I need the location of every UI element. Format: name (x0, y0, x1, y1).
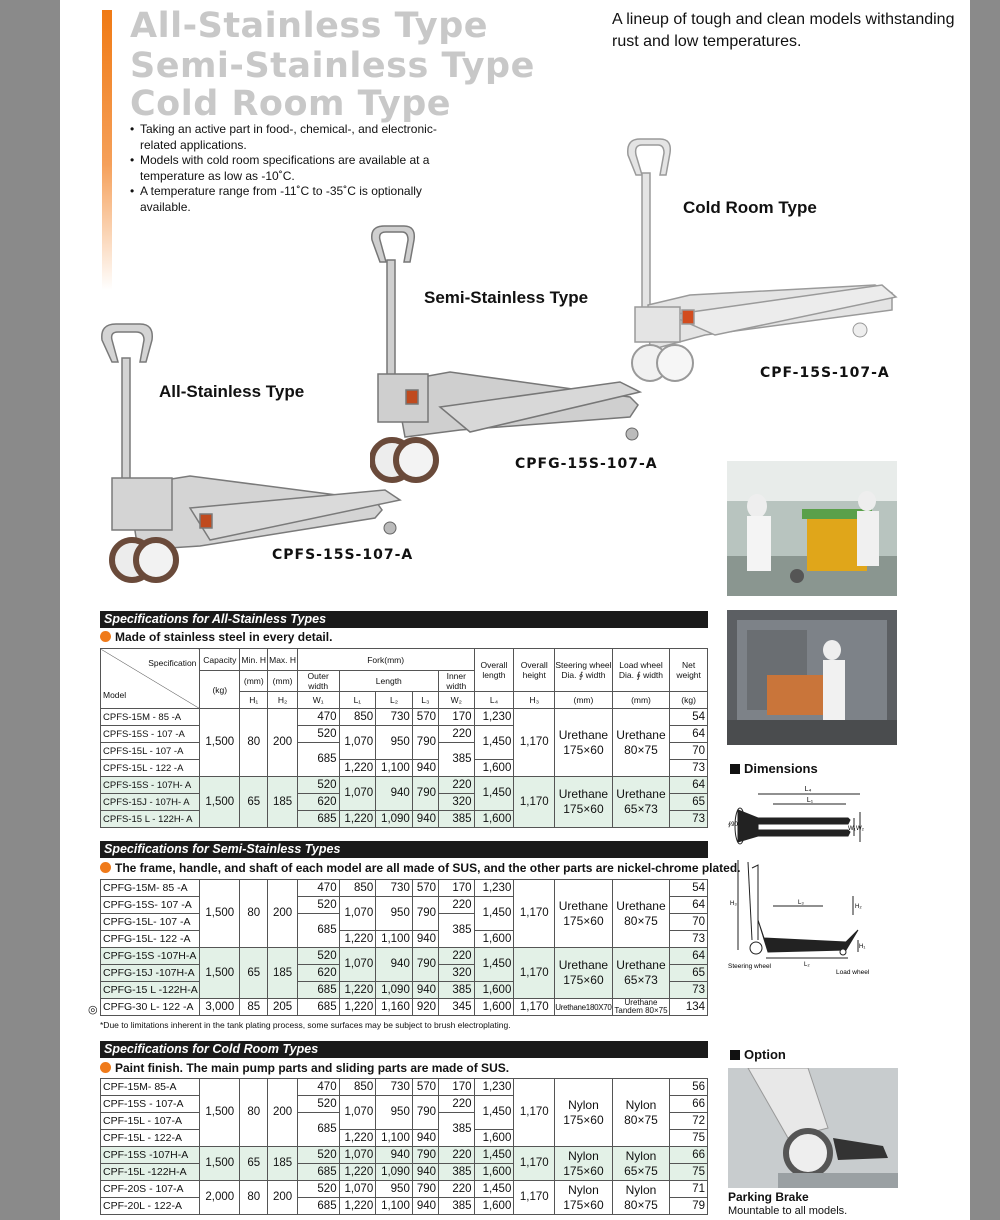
dim-load-label: Load wheel (836, 969, 870, 976)
semi-stainless-spec-table (100, 879, 708, 1016)
all-stainless-label: All-Stainless Type (159, 382, 305, 401)
square-bullet-icon (730, 1050, 740, 1060)
all-stainless-spec-subtitle: Made of stainless steel in every detail. (100, 630, 332, 644)
semi-stainless-label: Semi-Stainless Type (424, 288, 589, 307)
bullet-item: • A temperature range from -11˚C to -35˚C is optionally available. (130, 184, 460, 215)
table-row: CPF-20L - 122-A 685 1,220 1,100 940 385 1,600 79 (101, 1198, 708, 1215)
cold-room-label: Cold Room Type (683, 198, 817, 217)
load-wheel-header: Load wheel Dia. ∮ width (612, 649, 670, 692)
dim-l2-label: L₂ (804, 962, 810, 968)
cold-room-spec-subtitle: Paint finish. The main pump parts and sliding parts are made of SUS. (100, 1061, 509, 1075)
all-stainless-spec-heading: Specifications for All-Stainless Types (100, 611, 708, 628)
dim-l4-label: L₄ (804, 786, 812, 793)
dim-h3-label: H₃ (730, 901, 737, 907)
dim-l1-label: L₁ (806, 797, 814, 804)
table-row: CPFG-15S -107H-A 1,500 65 185 520 1,070 940 790 220 1,450 1,170 Urethane 175×60 Urethane 65×73 64 (101, 948, 708, 965)
bullet-item: • Taking an active part in food-, chemical-, and electronic-related applications. (130, 122, 460, 153)
table-row: CPFS-15S - 107H- A 1,500 65 185 520 1,070 940 790 220 1,450 1,170 Urethane 175×60 Urethane 65×73 64 (101, 777, 708, 794)
table-row: CPFS-15L - 122 -A 1,220 1,100 940 1,600 73 (101, 760, 708, 777)
option-heading: Option (730, 1047, 786, 1062)
semi-stainless-truck-image (370, 222, 650, 487)
semi-stainless-model: CPFG-15S-107-A (515, 456, 658, 472)
table-row: CPF-15S -107H-A 1,500 65 185 520 1,070 940 790 220 1,450 1,170 Nylon 175×60 Nylon 65×75 66 (101, 1147, 708, 1164)
orange-dot-icon (100, 862, 111, 873)
cold-room-spec-heading: Specifications for Cold Room Types (100, 1041, 708, 1058)
overall-height-header: Overall height (514, 649, 555, 692)
all-stainless-spec-table: Specification Model Capacity Min. H Max. H Fork(mm) Overall length Overall height Steering wheel Dia. ∮ width Load wheel Dia. ∮ width Net weight (kg) (mm) (mm) Outer width Length Inner width H₁ H₂ W₁ L₁ L₂ L₃ W₂ L₄ H₃ (mm) (mm) (kg) CPFS-15M - 85 -A 1,500 80 200 470 850 730 570 170 1,230 1,170 Urethane 175×60 Urethane 80×75 54 CPFS-15S - 107 -A 520 1,070 950 790 220 1,450 64 CPFS-15L - 107 -A 685 385 70 CPFS-15L - 122 -A 1,220 1,100 940 1,600 73 CPFS-15S - 107H- A 1,500 65 185 520 1,070 940 790 220 1,450 1,170 Urethane 175×60 Urethane 65×73 64 CPFS-15J - 107H- A 620 320 65 CPFS-15 L - 122H- A 685 1,220 1,090 940 385 1,600 73 (100, 648, 708, 828)
table-row: CPFG-15L- 107 -A 685 385 70 (101, 914, 708, 931)
plating-note: *Due to limitations inherent in the tank plating process, some surfaces may be subject to brush electroplating. (100, 1020, 511, 1030)
catalog-page (60, 0, 970, 1220)
dimensions-diagram (728, 780, 870, 980)
dim-w2-label: W₂ (856, 826, 864, 832)
table-row: CPF-20S - 107-A 2,000 80 200 520 1,070 950 790 220 1,450 1,170 Nylon 175×60 Nylon 80×75 71 (101, 1181, 708, 1198)
table-row: CPFS-15S - 107 -A 520 1,070 950 790 220 1,450 64 (101, 726, 708, 743)
table-row: CPFG-15J -107H-A 620 320 65 (101, 965, 708, 982)
fork-header: Fork(mm) (297, 649, 474, 671)
cold-storage-photo (727, 610, 897, 745)
dim-h1-label: H₁ (859, 944, 866, 950)
spec-model-header: Specification Model (101, 649, 200, 709)
table-row: CPFS-15L - 107 -A 685 385 70 (101, 743, 708, 760)
food-factory-photo (727, 461, 897, 596)
all-stainless-model: CPFS-15S-107-A (272, 547, 414, 563)
table-row: CPF-15L - 107-A 685 385 72 (101, 1113, 708, 1130)
table-row: CPF-15L -122H-A 685 1,220 1,090 940 385 1,600 75 (101, 1164, 708, 1181)
maxh-header: Max. H (268, 649, 297, 671)
table-row: CPF-15M- 85-A 1,500 80 200 470 850 730 570 170 1,230 1,170 Nylon 175×60 Nylon 80×75 56 (101, 1079, 708, 1096)
dimensions-heading: Dimensions (730, 761, 818, 776)
parking-brake-photo (728, 1068, 898, 1188)
dim-d90-label: ∮90 (728, 822, 738, 828)
steering-wheel-header: Steering wheel Dia. ∮ width (555, 649, 613, 692)
bullet-item: • Models with cold room specifications are available at a temperature as low as -10˚C. (130, 153, 460, 184)
table-row: CPF-15S - 107-A 520 1,070 950 790 220 1,450 66 (101, 1096, 708, 1113)
orange-dot-icon (100, 631, 111, 642)
dim-steering-label: Steering wheel (728, 963, 771, 970)
title-all-stainless: All-Stainless Type (130, 6, 488, 46)
cold-room-truck-image (620, 135, 900, 395)
square-bullet-icon (730, 764, 740, 774)
semi-stainless-spec-heading: Specifications for Semi-Stainless Types (100, 841, 708, 858)
feature-bullets (130, 122, 460, 215)
table-row: CPFG-30 L- 122 -A 3,000 85 205 685 1,220 1,160 920 345 1,600 1,170 Urethane180X70 Urethane Tandem 80×75 134 (101, 999, 708, 1016)
dim-w1-label: W₁ (848, 826, 856, 832)
title-cold-room: Cold Room Type (130, 84, 451, 124)
tagline: A lineup of tough and clean models withstanding rust and low temperatures. (612, 11, 955, 50)
parking-brake-caption: Parking Brake (728, 1190, 809, 1204)
net-weight-header: Net weight (670, 649, 708, 692)
semi-stainless-spec-subtitle: The frame, handle, and shaft of each model are all made of SUS, and the other parts are nickel-chrome plated. (100, 861, 741, 875)
overall-length-header: Overall length (474, 649, 514, 692)
table-row: CPFS-15M - 85 -A 1,500 80 200 470 850 730 570 170 1,230 1,170 Urethane 175×60 Urethane 80×75 54 (101, 709, 708, 726)
dim-h2-label: H₂ (855, 904, 862, 910)
table-row: CPF-15L - 122-A 1,220 1,100 940 1,600 75 (101, 1130, 708, 1147)
title-semi-stainless: Semi-Stainless Type (130, 46, 535, 86)
table-row: CPFG-15 L -122H-A 685 1,220 1,090 940 385 1,600 73 (101, 982, 708, 999)
minh-header: Min. H (240, 649, 268, 671)
circle-mark-icon: ◎ (88, 1004, 98, 1016)
orange-dot-icon (100, 1062, 111, 1073)
parking-brake-subcaption: Mountable to all models. (728, 1205, 848, 1217)
dim-l3-label: L₃ (798, 900, 804, 906)
cold-room-model: CPF-15S-107-A (760, 365, 890, 381)
table-row: CPFS-15J - 107H- A 620 320 65 (101, 794, 708, 811)
accent-bar (102, 10, 112, 290)
cold-room-spec-table (100, 1078, 708, 1215)
capacity-header: Capacity (200, 649, 240, 671)
table-row: CPFG-15M- 85 -A 1,500 80 200 470 850 730 570 170 1,230 1,170 Urethane 175×60 Urethane 80×75 54 (101, 880, 708, 897)
table-row: CPFG-15S- 107 -A 520 1,070 950 790 220 1,450 64 (101, 897, 708, 914)
table-row: CPFS-15 L - 122H- A 685 1,220 1,090 940 385 1,600 73 (101, 811, 708, 828)
table-row: CPFG-15L- 122 -A 1,220 1,100 940 1,600 73 (101, 931, 708, 948)
